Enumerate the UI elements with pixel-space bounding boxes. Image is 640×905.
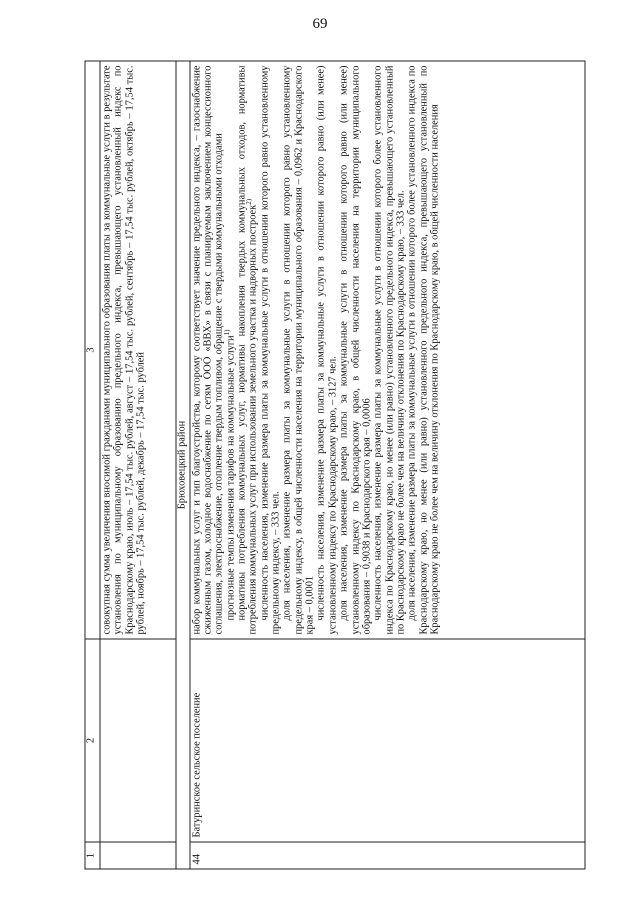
paragraph-share-below: доля населения, изменение размера платы за коммунальные услуги в отношении которого равно (или менее) установленному индексу по Краснодарскому краю, в общей численности населения на территории муниципального образования – 0,9038 и Краснодарского края – 0,0006 [338, 65, 372, 634]
district-name: Брюховецкий район [175, 61, 189, 869]
district-row [175, 61, 189, 869]
paragraph-population-above: численность населения, изменение размера платы за коммунальные услуги в отношении которого более установленного индекса по Краснодарскому краю, но менее (или равно) установленного предельного индекса, превышающего установленный по Краснодарскому краю не более чем на величину отклонения по Краснодарскому краю, – 333 чел. [372, 65, 406, 634]
paragraph-population-equal: численность населения, изменение размера платы за коммунальные услуги в отношении которого равно установленному предельному индексу, – 333 чел. [258, 65, 282, 634]
footnote-ref-1: 1) [222, 329, 231, 335]
column-header-1: 1 [85, 842, 100, 869]
paragraph-population-below: численность населения, изменение размера платы за коммунальные услуги в отношении которого равно (или менее) установленному индексу по Краснодарскому краю, – 3127 чел. [315, 65, 338, 634]
settlement-name: Батуринское сельское поселение [189, 639, 584, 842]
row-number: 44 [189, 842, 584, 869]
continuation-name-cell [100, 639, 176, 842]
paragraph-consumption-norms [236, 65, 259, 634]
paragraph-tariff-forecast [222, 65, 236, 634]
consumption-norms-text: нормативы потребления коммунальных услуг, нормативы накопления твердых коммунальных отходов, нормативы потребления коммунальных услуг при использовании земельного участка и надворных построек [236, 65, 259, 634]
paragraph-share-equal: доля населения, изменение размера платы за коммунальные услуги в отношении которого равно установленному предельному индексу, в общей численности населения на территории муниципального образования – 0,0962 и Краснодарского края – 0,0001 [281, 65, 316, 634]
document-table [84, 60, 585, 869]
column-header-3: 3 [85, 61, 100, 639]
footnote-ref-2: 2) [244, 198, 253, 205]
table-header-row [85, 61, 100, 869]
row-details [189, 61, 584, 639]
continuation-number-cell [100, 842, 176, 869]
paragraph-share-above: доля населения, изменение размера платы за коммунальные услуги в отношении которого более установленного индекса по Краснодарскому краю, но менее (или равно) установленного предельного индекса, превышающего установленный по Краснодарскому краю не более чем на величину отклонения по Краснодарскому краю, в общей численности населения [406, 65, 440, 634]
continuation-text: совокупная сумма увеличения вносимой гражданами муниципального образования платы за коммунальные услуги в результате установления по муниципальному образованию предельного индекса, превышающего установленный индекс по Краснодарскому краю, июль – 17,54 тыс. рублей, август – 17,54 тыс. рублей, сентябрь – 17,54 тыс. рублей, октябрь – 17,54 тыс. рублей, ноябрь – 17,54 тыс. рублей, декабрь – 17,54 тыс. рублей [101, 65, 147, 634]
paragraph-services-set: набор коммунальных услуг и тип благоустройства, которому соответствует значение предельного индекса, – газоснабжение сжиженным газом, холодное водоснабжение по сетям ООО «ВВХ» в связи с планируемым заключением концессионного соглашения, электроснабжение, отопление твердым топливом, обращение с твердыми коммунальными отходами [190, 65, 225, 634]
continuation-row [100, 61, 176, 869]
column-header-2: 2 [85, 639, 100, 842]
page-number: 69 [312, 16, 328, 32]
tariff-forecast-text: прогнозные темпы изменения тарифов на коммунальные услуги [224, 334, 236, 620]
table-row [189, 61, 584, 869]
continuation-text-cell [100, 61, 176, 639]
